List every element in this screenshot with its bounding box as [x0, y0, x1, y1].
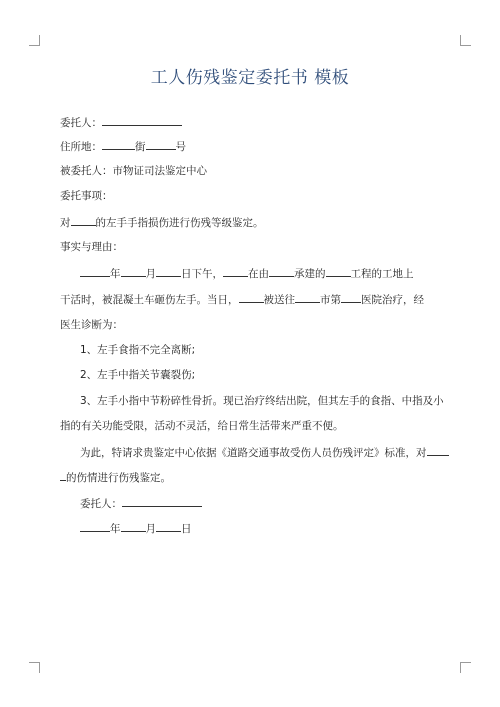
sig-month-text: 月: [145, 523, 156, 535]
corner-mark-top-left: [29, 35, 40, 46]
patient-blank: [239, 292, 264, 303]
client-label: 委托人：: [60, 117, 102, 129]
sig-day-text: 日: [181, 523, 192, 535]
sig-year-text: 年: [110, 523, 121, 535]
diagnosis-3: 3、左手小指中节粉碎性骨折。现已治疗终结出院，但其左手的食指、中指及小: [80, 395, 444, 407]
facts-line-2: [60, 292, 445, 307]
request-line: [80, 445, 465, 460]
signature-client-blank: [122, 496, 202, 507]
matter-label: 委托事项：: [60, 190, 113, 202]
signature-client-label: 委托人：: [80, 498, 122, 510]
signature-client-line: [80, 496, 465, 511]
matter-line: [60, 215, 445, 230]
city-blank: [295, 292, 320, 303]
corner-mark-top-right: [460, 35, 471, 46]
diagnosis-1: 1、左手食指不完全离断;: [80, 344, 196, 356]
build-text: 承建的: [294, 268, 326, 280]
day-afternoon-text: 日下午，: [181, 268, 223, 280]
matter-blank: [71, 215, 96, 226]
facts-label: 事实与理由：: [60, 241, 123, 253]
client-line: [60, 115, 445, 130]
diagnosis-2: 2、左手中指关节囊裂伤;: [80, 369, 196, 381]
address-label: 住所地：: [60, 141, 102, 153]
corner-mark-bottom-left: [29, 662, 40, 673]
request-blank: [427, 445, 449, 456]
signature-date-line: [80, 521, 465, 536]
address-line: [60, 139, 445, 154]
month-blank: [121, 266, 146, 277]
month-text: 月: [145, 268, 156, 280]
hospital-no-blank: [341, 292, 361, 303]
matter-prefix: 对: [60, 217, 71, 229]
sig-month-blank: [121, 521, 146, 532]
year-blank: [80, 266, 110, 277]
facts-line-2a: 干活时，被混凝土车砸伤左手。当日，: [60, 294, 239, 306]
request-cont-line: [60, 470, 445, 485]
facts-line-3: 医生诊断为：: [60, 319, 123, 331]
at-text: 在由: [248, 268, 269, 280]
site-text: 工程的工地上: [350, 268, 414, 280]
sig-day-blank: [156, 521, 181, 532]
city-text: 市第: [320, 294, 341, 306]
day-blank: [156, 266, 181, 277]
entrusted-line: 被委托人：市物证司法鉴定中心: [60, 165, 207, 177]
matter-suffix: 的左手手指损伤进行伤残等级鉴定。: [95, 217, 264, 229]
hospital-text: 医院治疗，经: [361, 294, 424, 306]
document-title: 工人伤残鉴定委托书 模板: [150, 68, 350, 88]
client-blank: [102, 115, 182, 126]
diagnosis-3-cont: 指的有关功能受限，活动不灵活，给日常生活带来严重不便。: [60, 420, 344, 432]
number-text: 号: [175, 141, 186, 153]
request-cont-text: 的伤情进行伤残鉴定。: [66, 472, 171, 484]
street-text: 街: [135, 141, 146, 153]
street-blank: [146, 139, 176, 150]
sig-year-blank: [80, 521, 110, 532]
facts-line-1: [80, 266, 450, 281]
sent-text: 被送往: [263, 294, 295, 306]
year-text: 年: [110, 268, 121, 280]
request-text: 为此，特请求贵鉴定中心依据《道路交通事故受伤人员伤残评定》标准，对: [80, 447, 427, 459]
corner-mark-bottom-right: [460, 662, 471, 673]
person-blank: [223, 266, 248, 277]
builder-blank: [269, 266, 294, 277]
project-blank: [326, 266, 351, 277]
address-blank: [102, 139, 135, 150]
